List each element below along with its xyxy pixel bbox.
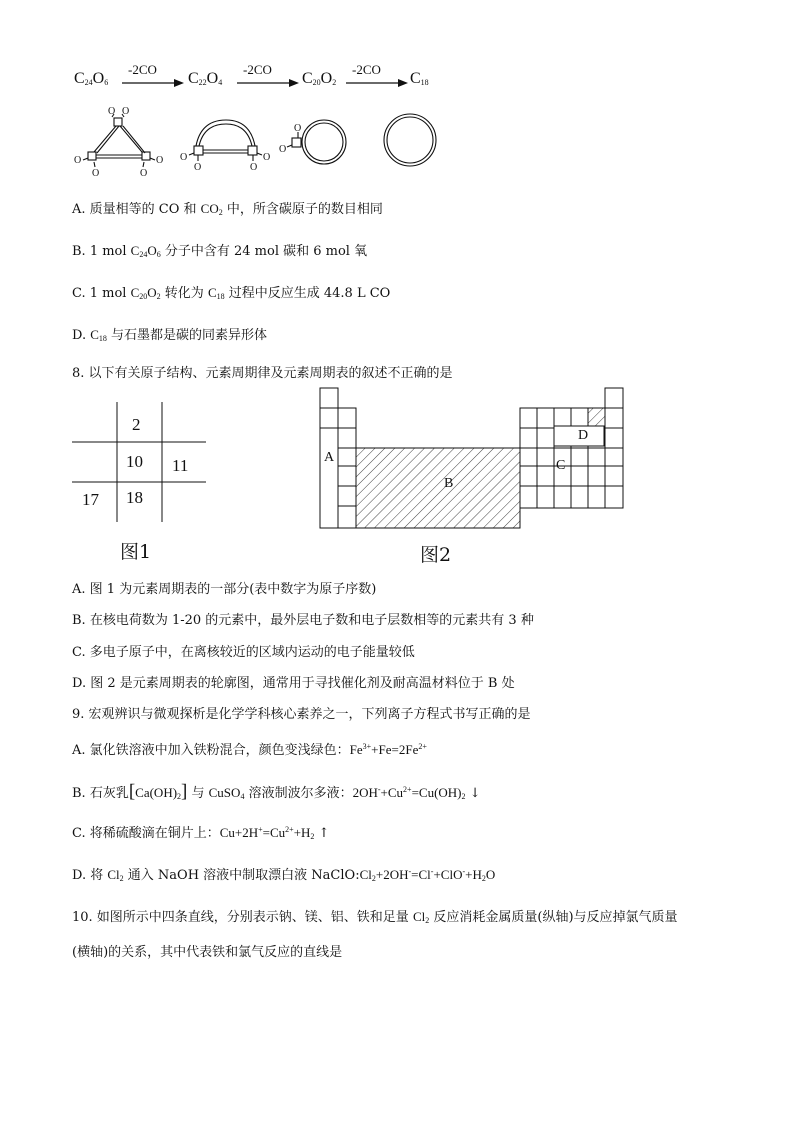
- svg-text:O: O: [294, 123, 302, 134]
- svg-text:O: O: [156, 155, 164, 166]
- arrow-label-2: -2CO: [243, 62, 272, 77]
- svg-text:O: O: [279, 144, 287, 155]
- reaction-arrow-2: [237, 78, 299, 88]
- fig2-label-c: C: [556, 458, 566, 473]
- svg-text:O: O: [74, 155, 82, 166]
- q8-option-b[interactable]: B. 在核电荷数为 1-20 的元素中，最外层电子数和电子层数相等的元素共有 3 种: [72, 613, 534, 628]
- q7-option-c[interactable]: C. 1 mol $C_{20}O_2$ 转化为 $C_{18}$ 过程中反应生成 44.8 L CO: [72, 285, 391, 301]
- fig2-caption: 图2: [420, 544, 452, 566]
- svg-text:O: O: [92, 168, 100, 179]
- q8-option-c[interactable]: C. 多电子原子中，在离核较近的区域内运动的电子能量较低: [72, 645, 415, 660]
- fig2-label-a: A: [324, 450, 335, 465]
- arrow-label-1: -2CO: [128, 62, 157, 77]
- formula-c22o4: $C_{22}O_4$: [188, 70, 223, 87]
- reaction-arrow-3: [346, 78, 408, 88]
- svg-text:O: O: [108, 106, 116, 117]
- fig1-cell-10: 10: [126, 452, 143, 471]
- figure-2-periodic-table: [318, 386, 626, 531]
- q10-stem-line1: 10. 如图所示中四条直线，分别表示钠、镁、铝、铁和足量 $Cl_2$ 反应消耗金属质量(纵轴)与反应掉氯气质量: [72, 909, 678, 925]
- c24o6-structure: [83, 114, 155, 167]
- q9-option-a[interactable]: A. 氯化铁溶液中加入铁粉混合，颜色变浅绿色：$Fe^{3+}+Fe=2Fe^{2+}$: [72, 742, 427, 758]
- formula-c24o6: $C_{24}O_6$: [74, 70, 109, 87]
- c18-structure: [384, 114, 436, 166]
- fig2-label-b: B: [444, 476, 454, 491]
- svg-text:O: O: [194, 162, 202, 173]
- q7-option-a[interactable]: A. 质量相等的 CO 和 $CO_2$ 中，所含碳原子的数目相同: [72, 201, 383, 217]
- q9-option-b[interactable]: B. 石灰乳$[Ca(OH)_2]$ 与 CuSO$_4$ 溶液制波尔多液：$2OH^-+Cu^{2+}=Cu(OH)_2$ ↓: [72, 781, 481, 802]
- c22o4-structure: [189, 120, 262, 161]
- q10-stem-line2: (横轴)的关系，其中代表铁和氯气反应的直线是: [72, 945, 343, 960]
- fig1-caption: 图1: [120, 541, 152, 563]
- q9-option-c[interactable]: C. 将稀硫酸滴在铜片上：$Cu+2H^+=Cu^{2+}+H_2$ ↑: [72, 825, 330, 841]
- svg-text:O: O: [263, 152, 271, 163]
- q7-option-b[interactable]: B. 1 mol $C_{24}O_6$ 分子中含有 24 mol 碳和 6 mol 氧: [72, 243, 368, 259]
- q8-option-a[interactable]: A. 图 1 为元素周期表的一部分(表中数字为原子序数): [72, 582, 377, 597]
- molecule-structures: [66, 104, 446, 186]
- arrow-label-3: -2CO: [352, 62, 381, 77]
- q9-stem: 9. 宏观辨识与微观探析是化学学科核心素养之一，下列离子方程式书写正确的是: [72, 707, 531, 722]
- fig1-cell-17: 17: [82, 490, 99, 509]
- svg-text:O: O: [180, 152, 188, 163]
- q7-option-d[interactable]: D. $C_{18}$ 与石墨都是碳的同素异形体: [72, 327, 268, 343]
- fig1-cell-18: 18: [126, 488, 143, 507]
- svg-text:O: O: [140, 168, 148, 179]
- q8-stem: 8. 以下有关原子结构、元素周期律及元素周期表的叙述不正确的是: [72, 366, 453, 381]
- fig1-cell-2: 2: [132, 415, 141, 434]
- formula-c20o2: $C_{20}O_2$: [302, 70, 337, 87]
- svg-text:O: O: [122, 106, 130, 117]
- q8-option-d[interactable]: D. 图 2 是元素周期表的轮廓图，通常用于寻找催化剂及耐高温材料位于 B 处: [72, 676, 515, 691]
- reaction-arrow-1: [122, 78, 184, 88]
- fig1-cell-11: 11: [172, 456, 189, 475]
- q9-option-d[interactable]: D. 将 $Cl_2$ 通入 NaOH 溶液中制取漂白液 $NaClO:Cl_2+2OH^-=Cl^-+ClO^-+H_2O$: [72, 867, 496, 883]
- svg-text:O: O: [250, 162, 258, 173]
- fig2-label-d: D: [578, 428, 589, 443]
- formula-c18: $C_{18}$: [410, 70, 429, 87]
